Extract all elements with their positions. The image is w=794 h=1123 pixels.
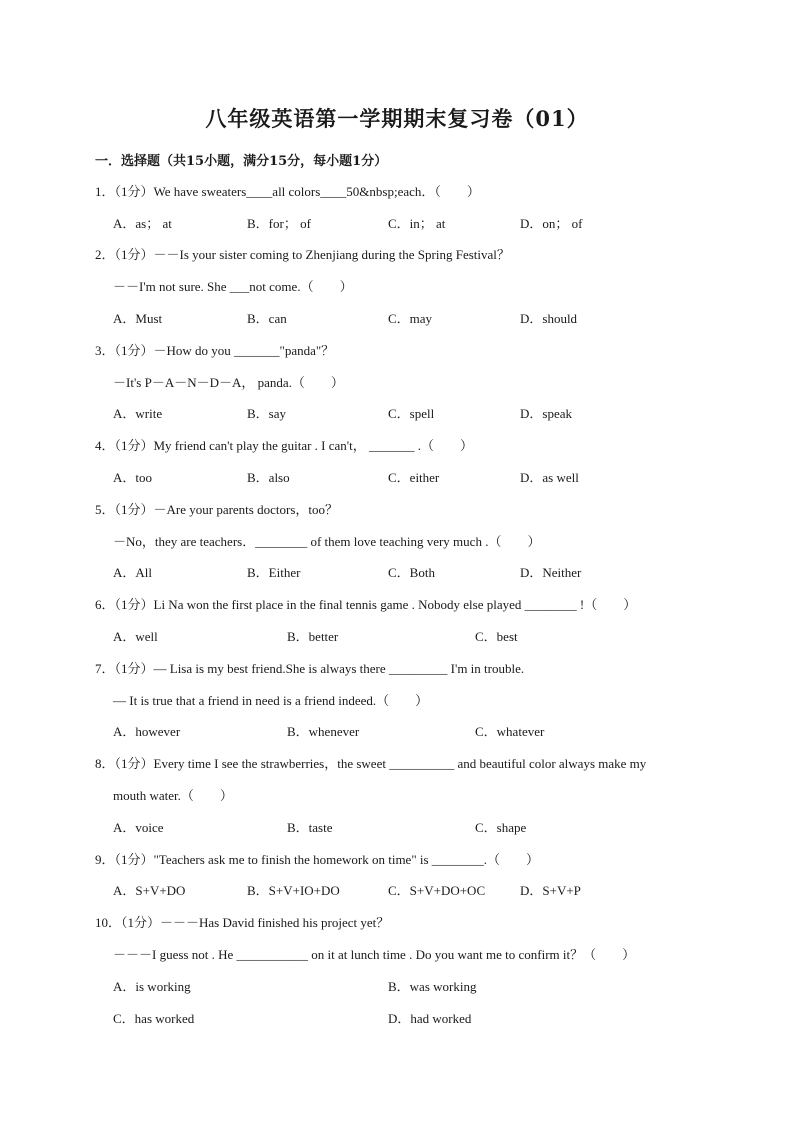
question-9-stem: 9．（1分）"Teachers ask me to finish the homework on time" is ________.（ ） (95, 852, 540, 867)
question-7-stem: 7．（1分）— Lisa is my best friend.She is always there _________ I'm in trouble. (95, 661, 525, 676)
q5-option-b[interactable]: B．Either (247, 565, 301, 580)
question-7-stem-line-2: — It is true that a friend in need is a friend indeed.（ ） (113, 693, 429, 708)
q1-option-d[interactable]: D．on； of (520, 216, 583, 231)
question-1-stem: 1．（1分）We have sweaters____all colors____50&nbsp;each．（ ） (95, 184, 480, 199)
q4-option-a[interactable]: A．too (113, 470, 153, 485)
question-2-stem: 2．（1分）－－Is your sister coming to Zhenjiang during the Spring Festival？ (95, 247, 510, 262)
q10-option-b[interactable]: B．was working (388, 979, 477, 994)
q6-option-a[interactable]: A．well (113, 629, 158, 644)
q10-option-c[interactable]: C．has worked (113, 1011, 195, 1026)
question-2-stem-line-2: －－I'm not sure. She ___not come.（ ） (113, 279, 353, 294)
q1-option-b[interactable]: B．for； of (247, 216, 311, 231)
question-8-stem-line-2: mouth water.（ ） (113, 788, 233, 803)
question-3-stem: 3．（1分）－How do you _______"panda"？ (95, 343, 335, 358)
q3-option-b[interactable]: B．say (247, 406, 287, 421)
q3-option-d[interactable]: D．speak (520, 406, 572, 421)
q8-option-c[interactable]: C．shape (475, 820, 527, 835)
question-4-stem: 4．（1分）My friend can't play the guitar . I can't， _______ .（ ） (95, 438, 474, 453)
q9-option-a[interactable]: A．S+V+DO (113, 883, 186, 898)
q10-option-d[interactable]: D．had worked (388, 1011, 472, 1026)
question-5-stem: 5．（1分）－Are your parents doctors，too？ (95, 502, 338, 517)
q1-option-c[interactable]: C．in； at (388, 216, 446, 231)
q1-option-a[interactable]: A．as； at (113, 216, 172, 231)
q3-option-a[interactable]: A．write (113, 406, 163, 421)
q5-option-a[interactable]: A．All (113, 565, 153, 580)
question-10-stem: 10．（1分）－－－Has David finished his project yet？ (95, 915, 390, 930)
q3-option-c[interactable]: C．spell (388, 406, 435, 421)
q5-option-d[interactable]: D．Neither (520, 565, 582, 580)
q4-option-b[interactable]: B．also (247, 470, 290, 485)
q9-option-b[interactable]: B．S+V+IO+DO (247, 883, 340, 898)
q2-option-c[interactable]: C．may (388, 311, 433, 326)
question-6-stem: 6．（1分）Li Na won the first place in the final tennis game . Nobody else played ________ !（ ） (95, 597, 637, 612)
question-8-stem: 8．（1分）Every time I see the strawberries，the sweet __________ and beautiful color always make my (95, 756, 647, 771)
question-10-stem-line-2: －－－I guess not . He ___________ on it at lunch time . Do you want me to confirm it？（ ） (113, 947, 636, 962)
q4-option-d[interactable]: D．as well (520, 470, 579, 485)
q2-option-b[interactable]: B．can (247, 311, 287, 326)
question-3-stem-line-2: －It's P－A－N－D－A， panda.（ ） (113, 375, 344, 390)
q7-option-b[interactable]: B．whenever (287, 724, 360, 739)
q7-option-c[interactable]: C．whatever (475, 724, 545, 739)
q7-option-a[interactable]: A．however (113, 724, 181, 739)
q6-option-c[interactable]: C．best (475, 629, 518, 644)
q6-option-b[interactable]: B．better (287, 629, 339, 644)
q4-option-c[interactable]: C．either (388, 470, 440, 485)
section-heading: 一．选择题（共15小题，满分15分，每小题1分） (95, 154, 388, 169)
question-5-stem-line-2: －No，they are teachers．________ of them love teaching very much .（ ） (113, 534, 541, 549)
page-title: 八年级英语第一学期期末复习卷（01） (205, 106, 589, 131)
q9-option-d[interactable]: D．S+V+P (520, 883, 581, 898)
q8-option-a[interactable]: A．voice (113, 820, 164, 835)
q9-option-c[interactable]: C．S+V+DO+OC (388, 883, 486, 898)
q2-option-d[interactable]: D．should (520, 311, 578, 326)
q5-option-c[interactable]: C．Both (388, 565, 435, 580)
q2-option-a[interactable]: A．Must (113, 311, 163, 326)
q10-option-a[interactable]: A．is working (113, 979, 191, 994)
q8-option-b[interactable]: B．taste (287, 820, 333, 835)
